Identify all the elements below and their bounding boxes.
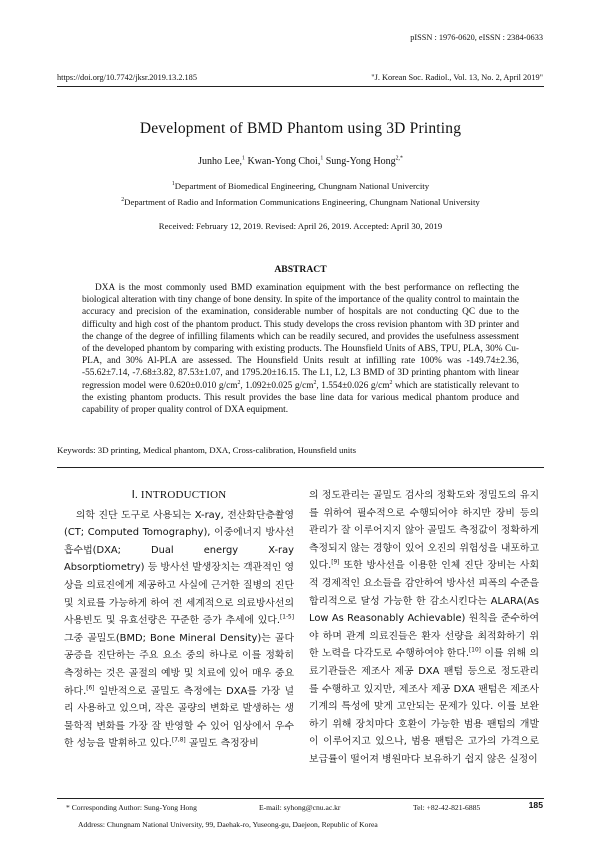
page-number: 185 (528, 800, 543, 810)
author-list (57, 156, 544, 167)
abstract-text: , 1.554±0.026 g/cm (316, 380, 390, 391)
corresponding-address: Address: Chungnam National University, 99, Daehak-ro, Yuseong-gu, Daejeon, Republic of Korea (78, 820, 378, 829)
citation-ref[interactable]: [10] (469, 648, 481, 655)
citation-ref[interactable]: [7,8] (171, 738, 186, 745)
citation-ref[interactable]: [9] (331, 560, 340, 567)
body-text: 또한 방사선을 이용한 인체 진단 장비는 사회적 경제적인 요소들을 감안하여 방사선 피폭의 수준을 합리적으로 달성 가능한 한 감소시킨다는 ALARA(As Low As Reasonably Achievable) 원칙을 준수하여야 하며 관계 의료진들은 환자 선량을 최적화하기 위한 노력을 다각도로 수행하여야 한다. (309, 560, 539, 660)
author-affiliation-mark: 2,* (395, 155, 403, 162)
abstract-body (82, 282, 519, 416)
unit-superscript: 2 (237, 379, 241, 386)
citation-ref[interactable]: [6] (86, 685, 95, 692)
journal-citation: "J. Korean Soc. Radiol., Vol. 13, No. 2, April 2019" (371, 73, 543, 82)
doi-link[interactable]: https://doi.org/10.7742/jksr.2019.13.2.185 (57, 73, 197, 82)
affiliation-mark: 1 (171, 181, 175, 188)
abstract-text: , 1.092±0.025 g/cm (240, 380, 314, 391)
author-name: Kwan-Yong Choi, (247, 156, 321, 167)
author-affiliation-mark: 1 (242, 155, 245, 162)
author-name: Sung-Yong Hong (325, 156, 396, 167)
body-text: 일반적으로 골밀도 측정에는 DXA를 가장 널리 사용하고 있으며, 작은 골량의 변화로 발생하는 생물학적 변화를 가장 잘 반영할 수 있어 임상에서 우수한 성능을 발휘하고 있다. (64, 685, 294, 750)
body-text: 의학 진단 도구로 사용되는 X-ray, 전산화단층촬영(CT; Computed Tomography), 이중에너지 방사선흡수법(DXA; Dual energy X-ray Absorptiometry) 등 방사선 발생장치는 객관적인 영상을 의료진에게 제공하고 사실에 근거한 질병의 진단 및 치료를 가능하게 하여 전 세계적으로 의료방사선의 사용빈도 및 유효선량은 꾸준한 증가 추세에 있다. (64, 509, 294, 627)
corresponding-tel: Tel: +82-42-821-6885 (413, 803, 481, 812)
citation-ref[interactable]: [1-5] (280, 614, 294, 621)
unit-superscript: 2 (313, 379, 317, 386)
body-text: 의 정도관리는 골밀도 검사의 정확도와 정밀도의 유지를 위하여 필수적으로 수행되어야 하지만 장비 등의 관리가 잘 이루어지지 않아 골밀도 측정값이 정확하게 측정되지 않는 경향이 있어 오진의 위험성을 내포하고 있다. (309, 490, 539, 572)
affiliation-2 (57, 197, 544, 207)
section-heading-introduction: Ⅰ. INTRODUCTION (131, 489, 227, 501)
keywords-rule (57, 467, 544, 468)
abstract-heading: ABSTRACT (274, 264, 327, 275)
footer-rule (57, 798, 544, 799)
corresponding-author: * Corresponding Author: Sung-Yong Hong (66, 803, 197, 812)
body-text: 이를 위해 의료기관들은 제조사 제공 DXA 팬텀 등으로 정도관리를 수행하고 있지만, 제조사 제공 DXA 팬텀은 제조사 기계의 특성에 맞게 고안되는 문제가 있다. 이를 보완하기 위해 장치마다 호환이 가능한 범용 팬텀의 개발이 이루어지고 있으나, 범용 팬텀은 고가의 가격으로 보급률이 떨어져 병원마다 보유하기 쉽지 않은 실정이 (309, 648, 539, 765)
issn-line: pISSN : 1976-0620, eISSN : 2384-0633 (410, 33, 543, 42)
affiliation-1 (57, 181, 544, 191)
author-affiliation-mark: 1 (320, 155, 324, 162)
affiliation-mark: 2 (121, 197, 125, 204)
submission-dates: Received: February 12, 2019. Revised: April 26, 2019. Accepted: April 30, 2019 (158, 221, 443, 231)
abstract-text: which are statistically relevant to the existing phantom products. This result provides the base line data for various medical phantom produce and capability of proper quality control of DXA equipment. (82, 380, 519, 416)
abstract-text: DXA is the most commonly used BMD examination equipment with the best performance on reflecting the biological alteration with tiny change of bone density. In spite of the importance of the quality control to maintain the accuracy and precision of the examination, considerable number of hospitals are not conducting QC due to the difficulty and high cost of the phantom product. This study develops the cross revision phantom with 3D printer and the change of the degree of infilling filaments which can be readily secured, and provides the usefulness assessment of the developed phantom by comparing with existing products. The Hounsfield Units of ABS, TPU, PLA, 30% Cu-PLA, and 30% Al-PLA are assessed. The Hounsfield Units result at infilling rate 100% was -149.74±2.36, -55.62±7.14, -7.68±3.82, 87.53±1.07, and 1795.20±16.15. The L1, L2, L3 BMD of 3D printing phantom with linear regression model were 0.620±0.010 g/cm (82, 283, 519, 391)
paper-title: Development of BMD Phantom using 3D Printing (139, 120, 462, 137)
affiliation-text: Department of Radio and Information Communications Engineering, Chungnam National University (124, 197, 480, 207)
corresponding-email[interactable]: E-mail: syhong@cnu.ac.kr (259, 803, 341, 812)
body-text: 골밀도 측정장비 (185, 738, 259, 750)
author-name: Junho Lee, (198, 156, 243, 167)
affiliation-text: Department of Biomedical Engineering, Chungnam National Univercity (174, 181, 430, 191)
keywords: Keywords: 3D printing, Medical phantom, DXA, Cross-calibration, Hounsfield units (57, 445, 357, 455)
left-column (64, 487, 294, 753)
unit-superscript: 2 (389, 379, 393, 386)
body-text: 그중 골밀도(BMD; Bone Mineral Density)는 골다공증을 진단하는 주요 요소 중의 하나로 이를 정확히 측정하는 것은 골절의 예방 및 치료에 있어 매우 중요하다. (64, 632, 294, 697)
intro-paragraph (64, 507, 294, 753)
intro-paragraph-continued (309, 487, 539, 769)
right-column (309, 487, 539, 769)
header-rule (57, 86, 544, 87)
